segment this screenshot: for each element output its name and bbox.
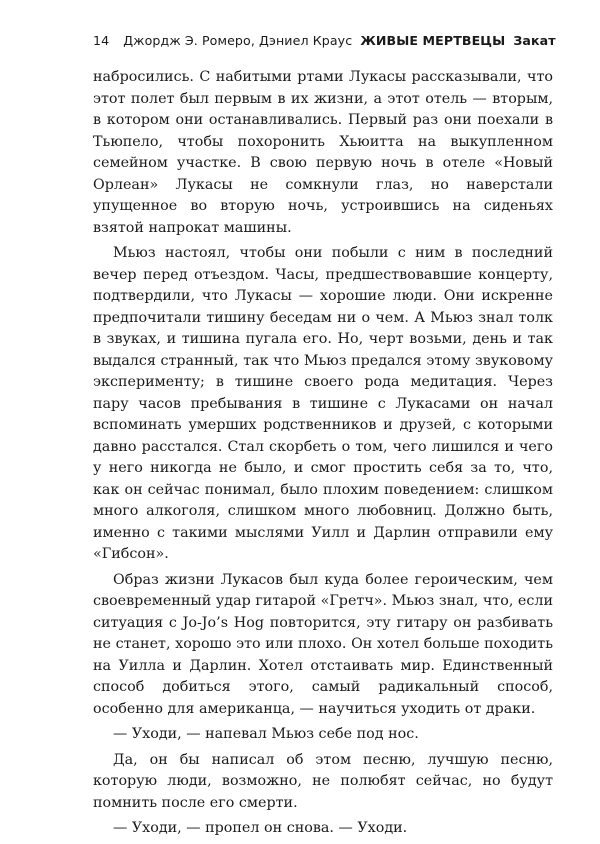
dialogue-line: — Уходи, — пропел он снова. — Уходи. xyxy=(113,820,408,836)
header-book-title: ЖИВЫЕ МЕРТВЕЦЫ xyxy=(360,33,506,48)
paragraph: Мьюз настоял, чтобы они побыли с ним в последний вечер перед отъездом. Часы, предшествовавшие концерту, подтвердили, что Лукасы — хорошие люди. Они искренне предпочитали тишину беседам ни о чем. А Мьюз знал толк в звуках, и тишина пугала его. Но, черт возьми, день и так выдался странный, так что Мьюз предался этому звуковому эксперименту; в тишине своего рода медитация. Через пару часов пребывания в тишине с Лукасами он начал вспоминать умерших родственников и друзей, с которыми давно расстался. Стал скорбеть о том, чего лишился и чего у него никогда не было, и смог простить себя за то, что, как он сейчас понимал, было плохим поведением: слишком много алкоголя, слишком много любовниц. Должно быть, именно с такими мыслями Уилл и Дарлин отправили ему «Гибсон». xyxy=(93,245,553,562)
header-book-subtitle: Закат xyxy=(513,33,556,48)
paragraph: Да, он бы написал об этом песню, лучшую песню, которую люди, возможно, не полюбят сейчас, но будут помнить после его смерти. xyxy=(93,751,553,811)
paragraph: набросились. С набитыми ртами Лукасы рассказывали, что этот полет был первым в их жизни, а этот отель — вторым, в котором они останавливались. Первый раз они поехали в Тьюпело, чтобы похоронить Хьюитта на выкупленном семейном участке. В свою первую ночь в отеле «Новый Орлеан» Лукасы не сомкнули глаз, но наверстали упущенное во вторую ночь, устроившись на сиденьях взятой напрокат машины. xyxy=(93,69,553,236)
dialogue-line: — Уходи, — напевал Мьюз себе под нос. xyxy=(113,726,419,742)
running-header xyxy=(93,32,563,50)
page-number: 14 xyxy=(93,33,110,48)
page-body xyxy=(93,67,553,844)
paragraph: Образ жизни Лукасов был куда более героическим, чем своевременный удар гитарой «Гретч». Мьюз знал, что, если ситуация с Jo-Jo’s Hog повторится, эту гитару он разбивать не станет, хорошо это или плохо. Он хотел больше походить на Уилла и Дарлин. Хотел отстаивать мир. Единственный способ добиться этого, самый радикальный способ, особенно для американца, — научиться уходить от драки. xyxy=(93,571,553,717)
header-authors: Джордж Э. Ромеро, Дэниел Краус xyxy=(123,33,353,48)
